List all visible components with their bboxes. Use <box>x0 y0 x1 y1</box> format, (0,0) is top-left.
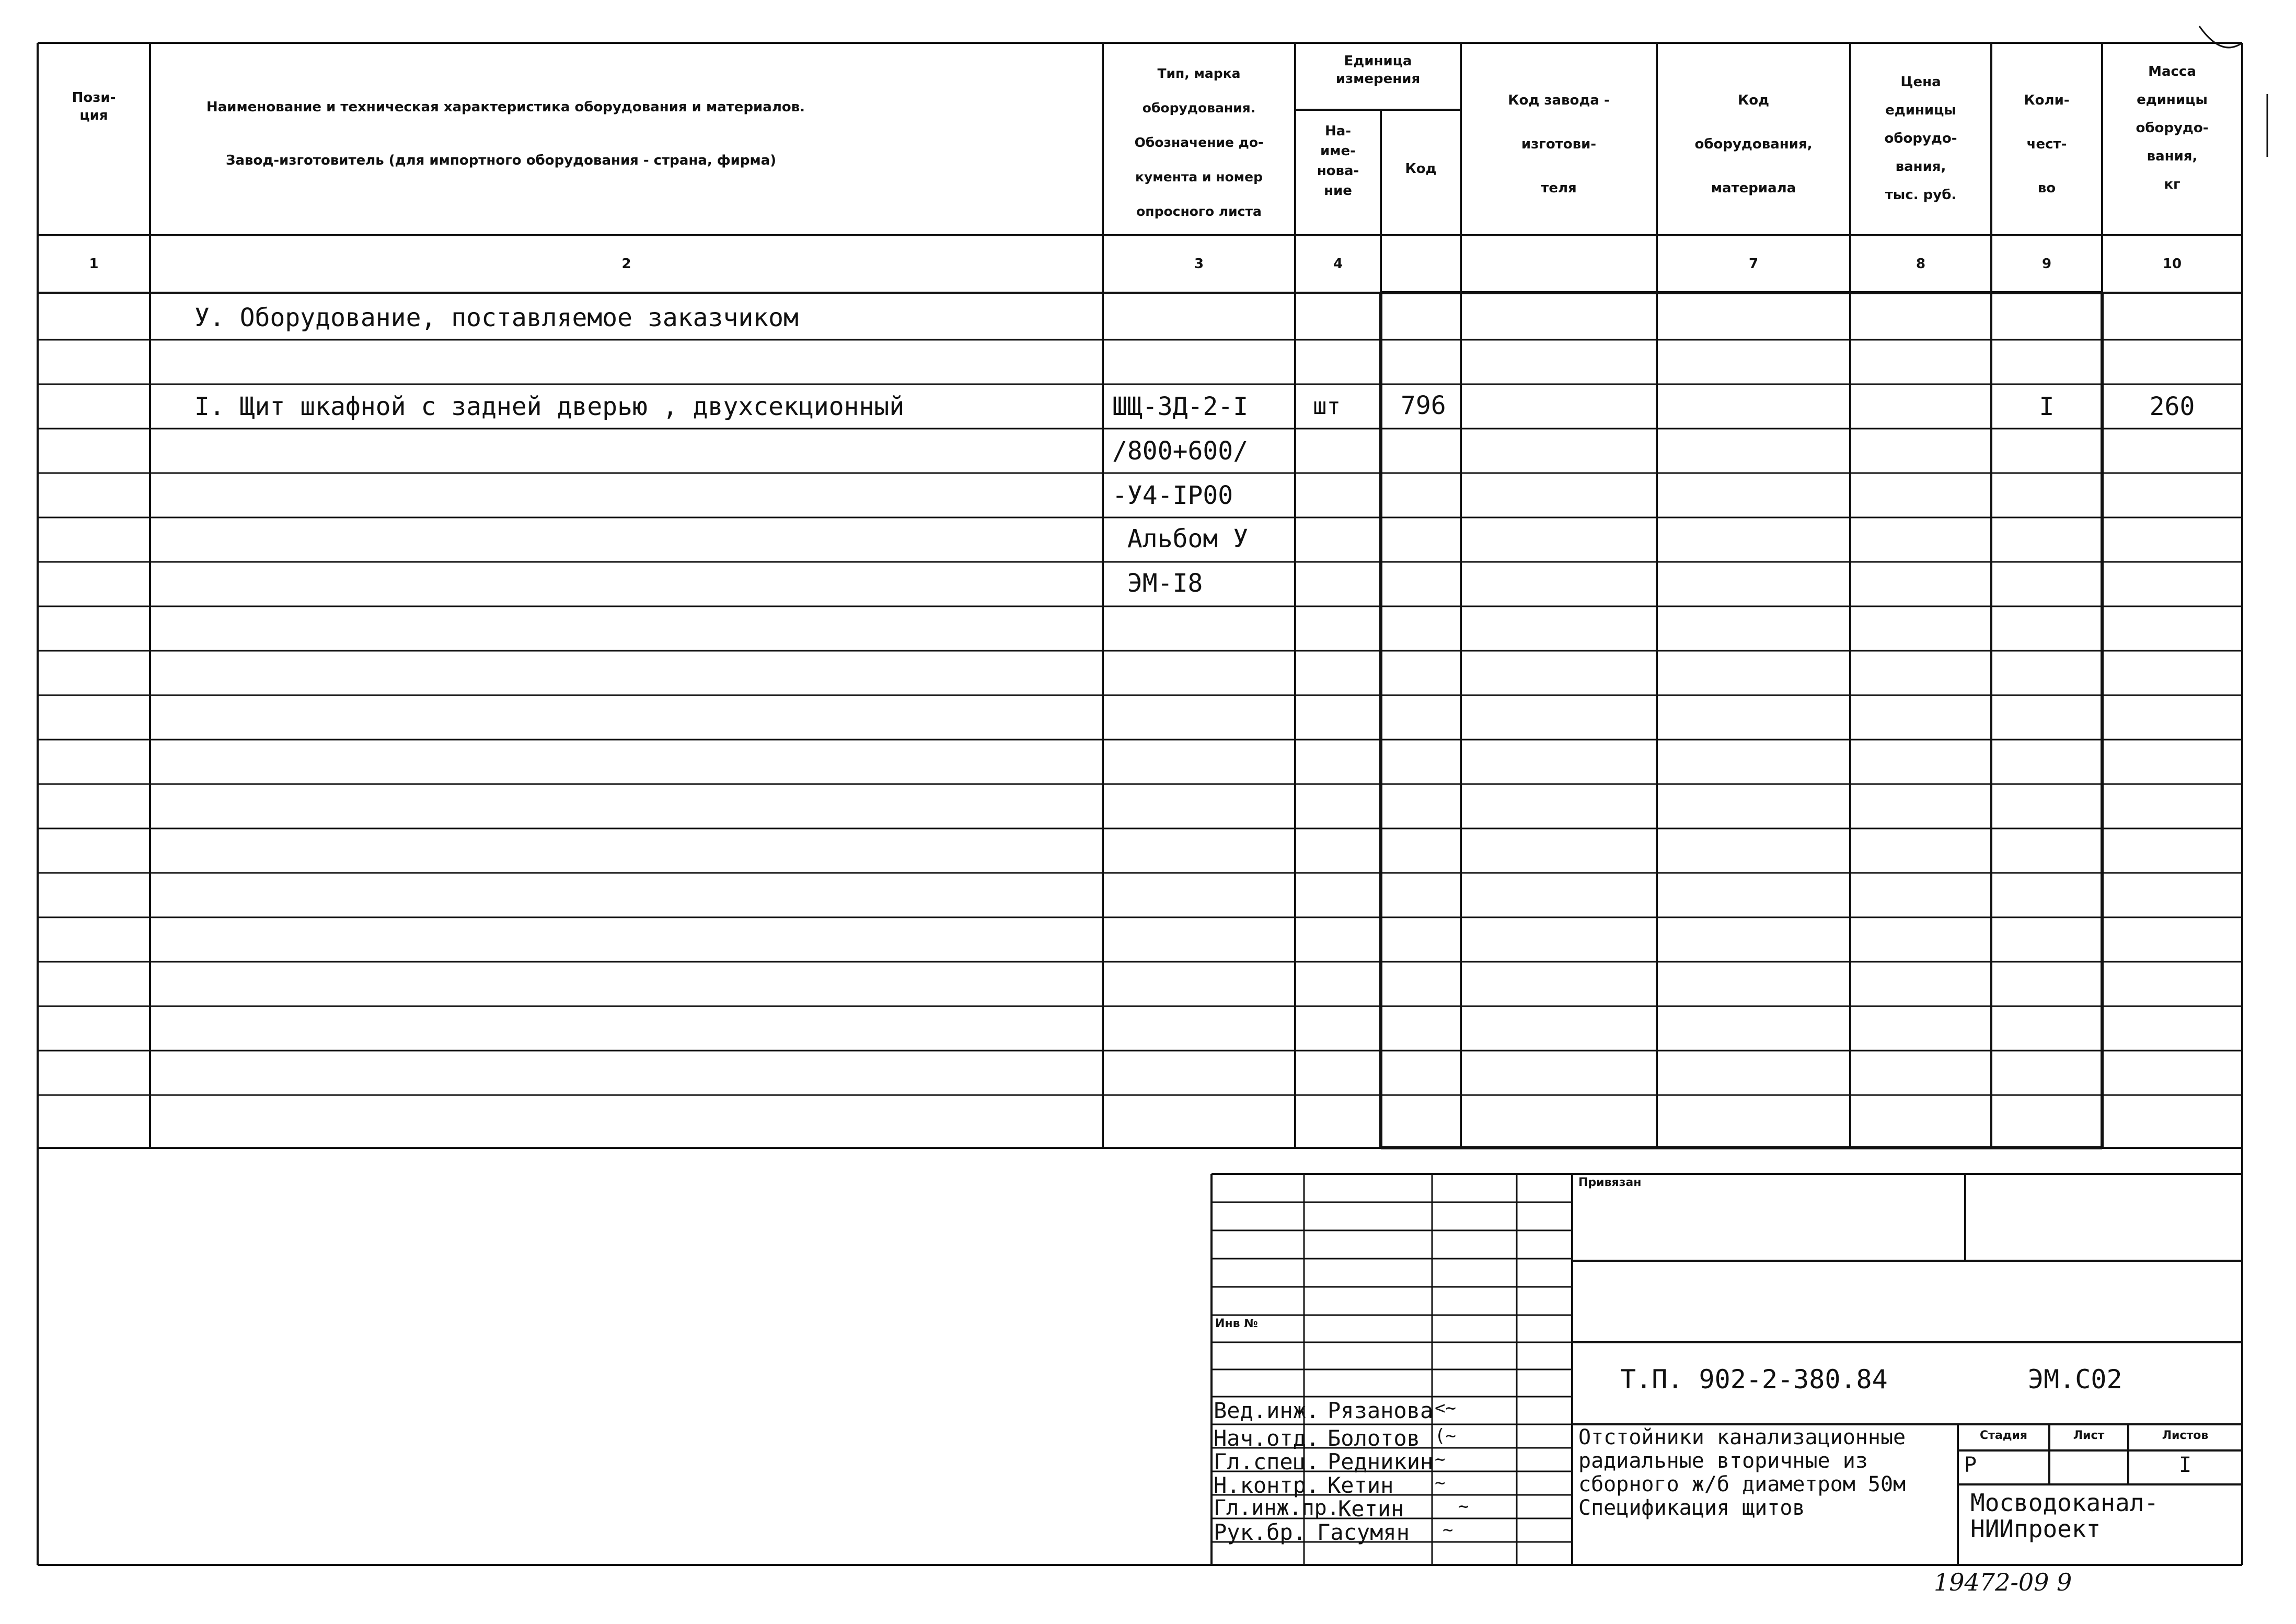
signature-role-6: Рук.бр. <box>1214 1519 1307 1545</box>
row-type-climate: -У4-IP00 <box>1112 481 1233 510</box>
sheet-label: Лист <box>2073 1429 2105 1442</box>
signature-mark-6: ~ <box>1443 1519 1453 1540</box>
sheets-value: I <box>2178 1453 2192 1477</box>
colnum-7: 7 <box>1748 256 1759 272</box>
header-unit-name: На- име- нова- ние <box>1317 123 1359 199</box>
inventory-number-label: Инв № <box>1215 1317 1258 1330</box>
signature-mark-2: (~ <box>1435 1425 1456 1446</box>
row-type-album-code: ЭМ-I8 <box>1112 569 1203 598</box>
header-quantity: Коли- чест- во <box>2024 93 2070 196</box>
stage-label: Стадия <box>1979 1429 2028 1442</box>
signature-role-2: Нач.отд. <box>1214 1425 1320 1451</box>
colnum-10: 10 <box>2162 256 2182 272</box>
row-item-mass: 260 <box>2149 392 2195 421</box>
signature-name-1: Рязанова <box>1328 1398 1434 1423</box>
handwritten-archive-number: 19472-09 9 <box>1934 1568 2072 1596</box>
header-type: Тип, марка оборудования. Обозначение до- кумента и номер опросного листа <box>1134 66 1264 219</box>
header-position: Пози- ция <box>72 90 116 123</box>
document-description: Отстойники канализационные радиальные вторичные из сборного ж/б диаметром 50м Спецификация щитов <box>1578 1425 1906 1520</box>
colnum-1: 1 <box>89 256 99 272</box>
signature-role-5: Гл.инж.пр. <box>1214 1496 1340 1520</box>
colnum-8: 8 <box>1916 256 1926 272</box>
colnum-4: 4 <box>1333 256 1343 272</box>
signature-name-5: Кетин <box>1338 1496 1404 1522</box>
row-section-title: У. Оборудование, поставляемое заказчиком <box>194 303 799 332</box>
colnum-3: 3 <box>1194 256 1204 272</box>
row-item-type: ШЩ-ЗД-2-I <box>1112 392 1249 421</box>
signature-mark-1: <~ <box>1435 1398 1456 1419</box>
header-unit-group: Единица измерения <box>1335 53 1421 87</box>
header-name-line2: Завод-изготовитель (для импортного оборудования - страна, фирма) <box>226 153 777 168</box>
row-type-dimensions: /800+600/ <box>1112 436 1249 466</box>
signature-role-4: Н.контр. <box>1214 1472 1320 1498</box>
organization-name: Мосводоканал- НИИпроект <box>1970 1489 2159 1543</box>
header-equipment-code: Код оборудования, материала <box>1694 93 1813 196</box>
document-number: Т.П. 902-2-380.84 <box>1620 1364 1888 1395</box>
signature-mark-3: ~ <box>1435 1449 1446 1470</box>
privyazan-label: Привязан <box>1578 1176 1642 1189</box>
row-item-code: 796 <box>1401 391 1446 420</box>
signature-mark-4: ~ <box>1435 1472 1446 1493</box>
signature-mark-5: ~ <box>1458 1496 1469 1517</box>
header-price: Цена единицы оборудо- вания, тыс. руб. <box>1884 74 1957 203</box>
signature-name-4: Кетин <box>1328 1472 1394 1498</box>
colnum-9: 9 <box>2041 256 2052 272</box>
signature-name-6: Гасумян <box>1317 1519 1410 1545</box>
row-item-name: I. Щит шкафной с задней дверью , двухсекционный <box>194 392 905 421</box>
sheets-label: Листов <box>2162 1429 2209 1442</box>
sheet-code: ЭМ.С02 <box>2028 1364 2122 1395</box>
header-unit-code: Код <box>1405 161 1437 177</box>
stage-value: Р <box>1964 1453 1977 1477</box>
header-name-line1: Наименование и техническая характеристика оборудования и материалов. <box>206 99 805 115</box>
signature-role-1: Вед.инж. <box>1214 1398 1320 1423</box>
header-factory-code: Код завода - изготови- теля <box>1508 93 1610 196</box>
signature-role-3: Гл.спец. <box>1214 1449 1320 1475</box>
signature-name-2: Болотов <box>1328 1425 1421 1451</box>
colnum-2: 2 <box>621 256 631 272</box>
row-type-album: Альбом У <box>1112 524 1249 554</box>
signature-name-3: Редникин <box>1328 1449 1434 1475</box>
row-item-unit: шт <box>1313 393 1341 420</box>
header-mass: Масса единицы оборудо- вания, кг <box>2136 64 2209 192</box>
row-item-quantity: I <box>2039 392 2055 421</box>
